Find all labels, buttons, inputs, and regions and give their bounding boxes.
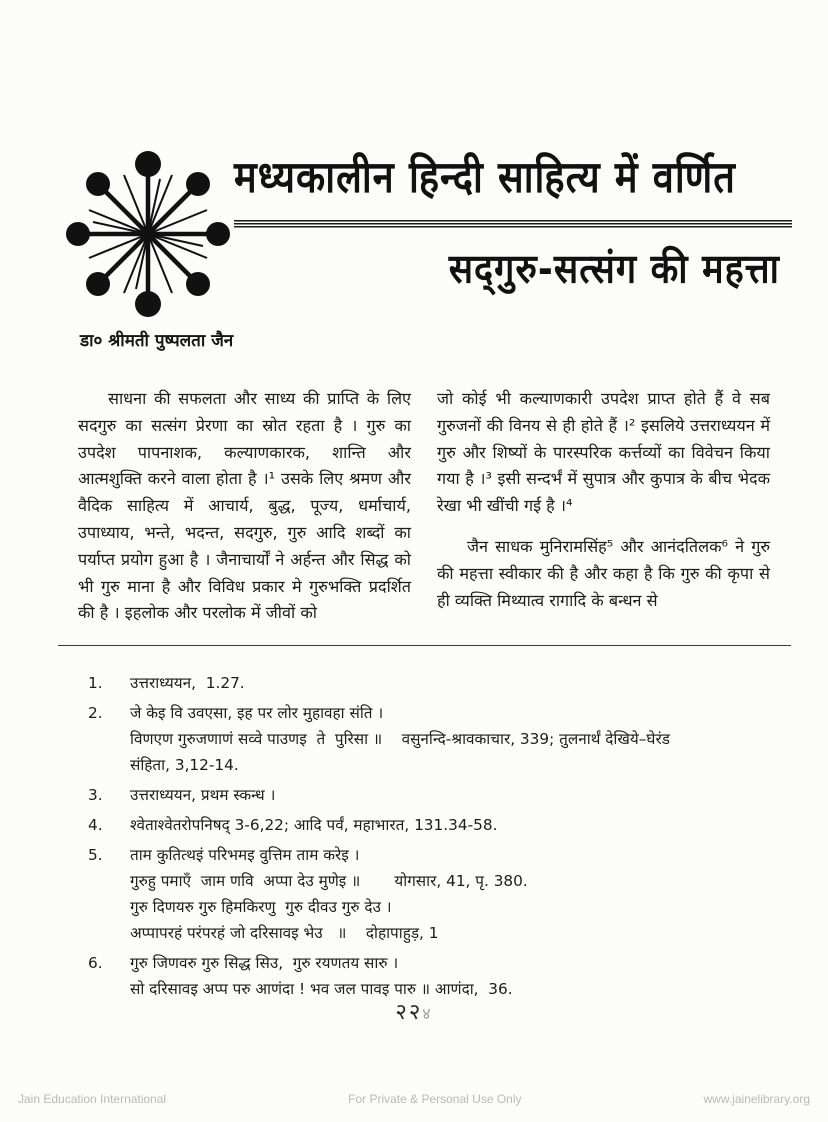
footer-left: Jain Education International — [18, 1092, 167, 1106]
body-columns — [78, 386, 770, 627]
footnote-number: 4. — [88, 816, 103, 834]
footer-center: For Private & Personal Use Only — [348, 1092, 522, 1106]
footer-right: www.jainelibrary.org — [703, 1092, 810, 1106]
footnote-text: गुरु दिणयरु गुरु हिमकिरणु गुरु दीवउ गुरु देउ । — [130, 898, 392, 916]
footnote-number: 6. — [88, 954, 103, 972]
footnote-number: 2. — [88, 704, 103, 722]
footnote-number: 3. — [88, 786, 103, 804]
right-column — [437, 386, 770, 627]
footnote-text: उत्तराध्ययन, प्रथम स्कन्ध । — [130, 786, 276, 804]
paragraph: साधना की सफलता और साध्य की प्राप्ति के लिए सदगुरु का सत्संग प्रेरणा का स्रोत रहता है । गुरु का उपदेश पापनाशक, कल्याणकारक, शान्ति और आत्मशुक्ति करने वाला होता है ।¹ उसके लिए श्रमण और वैदिक साहित्य में आचार्य, बुद्ध, पूज्य, धर्माचार्य, उपाध्याय, भन्ते, भदन्त, सदगुरु, गुरु आदि शब्दों का पर्याप्त प्रयोग हुआ है । जैनाचार्यों ने अर्हन्त और सिद्ध को भी गुरु माना है और विविध प्रकार मे गुरुभक्ति प्रदर्शित की है । इहलोक और परलोक में जीवों को — [78, 389, 411, 623]
paragraph: जो कोई भी कल्याणकारी उपदेश प्राप्त होते हैं वे सब गुरुजनों की विनय से ही होते हैं ।² इसलिये उत्तराध्ययन में गुरु और शिष्यों के पारस्परिक कर्त्तव्यों का विवेचन किया गया है ।³ इसी सन्दर्भं में सुपात्र और कुपात्र के बीच भेदक रेखा भी खींची गई है ।⁴ — [437, 389, 770, 516]
footnote — [88, 700, 788, 778]
paragraph: जैन साधक मुनिरामसिंह⁵ और आनंदतिलक⁶ ने गुरु की महत्ता स्वीकार की है और कहा है कि गुरु की कृपा से ही व्यक्ति मिथ्यात्व रागादि के बन्धन से — [437, 536, 770, 610]
article-header — [234, 146, 794, 293]
left-column — [78, 386, 411, 627]
footnote-text: जे केइ वि उवएसा, इह पर लोर मुहावहा संति । — [130, 704, 384, 722]
starburst-logo — [60, 146, 236, 322]
footnote-text: अप्पापरहं परंपरहं जो दरिसावइ भेउ ॥ दोहापाहुड़, 1 — [130, 924, 439, 942]
footnote — [88, 782, 788, 808]
footnote-number: 1. — [88, 674, 103, 692]
footnote-text: सो दरिसावइ अप्प परु आणंदा ! भव जल पावइ पारु ॥ आणंदा, 36. — [130, 980, 513, 998]
starburst-icon — [60, 146, 236, 322]
author-name: डा० श्रीमती पुष्पलता जैन — [80, 331, 234, 351]
article-title-line2: सद्‌गुरु-सत्संग की महत्ता — [448, 246, 780, 293]
footnote — [88, 670, 788, 696]
page-number — [0, 996, 828, 1026]
footnote-text: गुरुहु पमाएँ जाम णवि अप्पा देउ मुणेइ ॥ योगसार, 41, पृ. 380. — [130, 872, 528, 890]
footnote — [88, 842, 788, 946]
footnote-text: श्वेताश्वेतरोपनिषद् 3-6,22; आदि पर्वं, महाभारत, 131.34-58. — [130, 816, 498, 834]
scan-footer — [0, 1092, 828, 1106]
footnote-text: गुरु जिणवरु गुरु सिद्ध सिउ, गुरु रयणतय सारु । — [130, 954, 399, 972]
page-number-faded-digit: ४ — [422, 1004, 433, 1023]
page-number-main: २२ — [395, 1000, 423, 1025]
footnote-text: संहिता, 3,12-14. — [130, 756, 239, 774]
footnote-divider — [58, 645, 791, 646]
footnote — [88, 812, 788, 838]
footnotes-section — [88, 670, 788, 1006]
article-title-line1: मध्यकालीन हिन्दी साहित्य में वर्णित — [234, 151, 736, 203]
title-rule — [234, 220, 792, 228]
footnote-text: विणएण गुरुजणाणं सव्वे पाउणइ ते पुरिसा ॥ वसुनन्दि-श्रावकाचार, 339; तुलनार्थं देखिये–घेरंड — [130, 730, 670, 748]
footnote — [88, 950, 788, 1002]
footnote-number: 5. — [88, 846, 103, 864]
footnote-text: ताम कुतित्थइं परिभमइ वुत्तिम ताम करेइ । — [130, 846, 360, 864]
footnote-text: उत्तराध्ययन, 1.27. — [130, 674, 245, 692]
